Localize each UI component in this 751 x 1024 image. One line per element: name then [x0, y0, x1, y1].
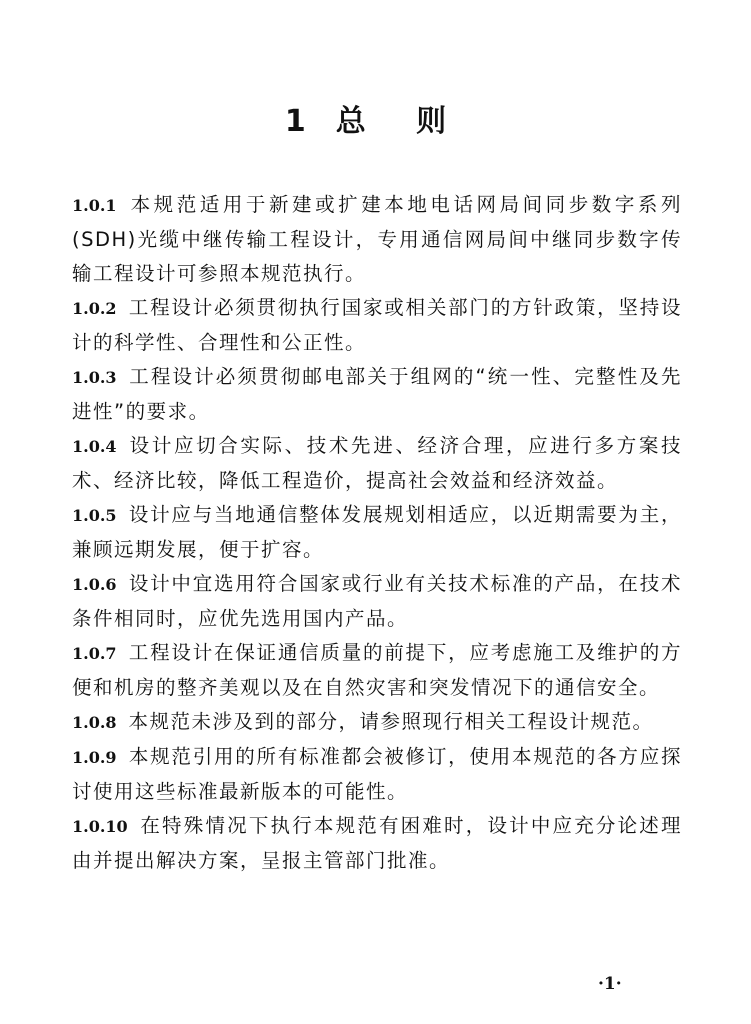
- clause-text: 工程设计在保证通信质量的前提下，应考虑施工及维护的方便和机房的整齐美观以及在自然灾害和突发情况下的通信安全。: [72, 641, 682, 699]
- chapter-heading: [0, 102, 751, 142]
- chapter-title: 总 则: [335, 104, 467, 140]
- clause-1-0-2: [72, 291, 682, 360]
- clause-text: 设计中宜选用符合国家或行业有关技术标准的产品，在技术条件相同时，应优先选用国内产品。: [72, 572, 682, 630]
- clause-text: 工程设计必须贯彻邮电部关于组网的“统一性、完整性及先进性”的要求。: [72, 365, 682, 423]
- clause-number: 1.0.3: [72, 368, 117, 387]
- clause-1-0-1: [72, 188, 682, 291]
- clause-text: 工程设计必须贯彻执行国家或相关部门的方针政策，坚持设计的科学性、合理性和公正性。: [72, 296, 682, 354]
- clause-number: 1.0.1: [72, 196, 117, 215]
- clause-number: 1.0.6: [72, 575, 117, 594]
- clause-1-0-7: [72, 636, 682, 705]
- clause-1-0-6: [72, 567, 682, 636]
- clause-1-0-5: [72, 498, 682, 567]
- clause-text: 设计应与当地通信整体发展规划相适应，以近期需要为主，兼顾远期发展，便于扩容。: [72, 503, 682, 561]
- clause-text: 在特殊情况下执行本规范有困难时，设计中应充分论述理由并提出解决方案，呈报主管部门批准。: [72, 814, 682, 872]
- chapter-number: 1: [284, 104, 326, 140]
- clause-number: 1.0.4: [72, 437, 117, 456]
- clause-text: 本规范未涉及到的部分，请参照现行相关工程设计规范。: [128, 710, 654, 733]
- clause-text: 设计应切合实际、技术先进、经济合理，应进行多方案技术、经济比较，降低工程造价，提高社会效益和经济效益。: [72, 434, 682, 492]
- clause-1-0-10: [72, 809, 682, 878]
- clause-text: 本规范引用的所有标准都会被修订，使用本规范的各方应探讨使用这些标准最新版本的可能性。: [72, 745, 682, 803]
- page-number: ·1·: [598, 974, 622, 994]
- clause-number: 1.0.10: [72, 817, 128, 836]
- clause-number: 1.0.8: [72, 713, 117, 732]
- clause-text: 本规范适用于新建或扩建本地电话网局间同步数字系列(SDH)光缆中继传输工程设计，专用通信网局间中继同步数字传输工程设计可参照本规范执行。: [72, 193, 682, 285]
- clause-1-0-9: [72, 740, 682, 809]
- clause-1-0-4: [72, 429, 682, 498]
- clause-number: 1.0.7: [72, 644, 117, 663]
- clause-number: 1.0.5: [72, 506, 117, 525]
- clause-number: 1.0.9: [72, 748, 117, 767]
- clause-1-0-3: [72, 360, 682, 429]
- clause-1-0-8: [72, 705, 682, 740]
- clause-number: 1.0.2: [72, 299, 117, 318]
- clause-list: [72, 188, 682, 878]
